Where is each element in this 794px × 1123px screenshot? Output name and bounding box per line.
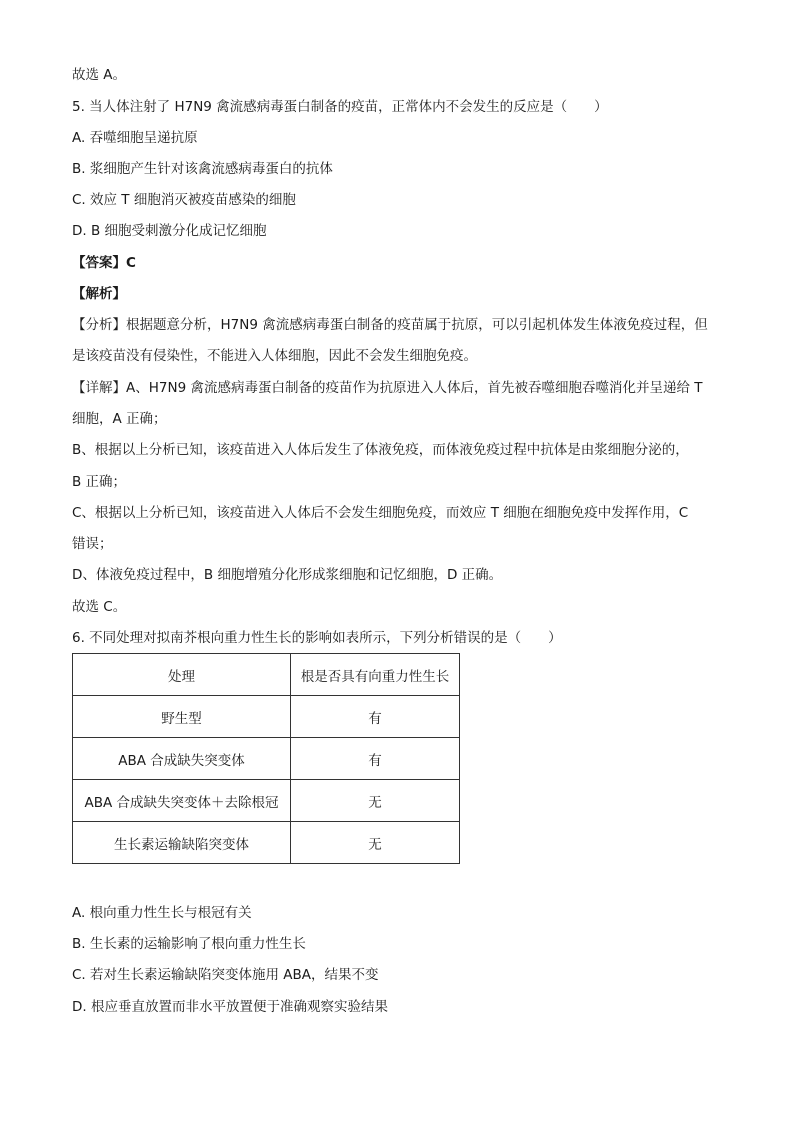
table-cell: ABA 合成缺失突变体 bbox=[73, 738, 291, 780]
table-cell: 有 bbox=[291, 738, 460, 780]
text-line: 故选 A。 bbox=[72, 67, 127, 83]
table-cell: 无 bbox=[291, 822, 460, 864]
text-line: 【解析】 bbox=[72, 286, 126, 302]
table-header-cell: 处理 bbox=[73, 654, 291, 696]
text-line: C、根据以上分析已知，该疫苗进入人体后不会发生细胞免疫，而效应 T 细胞在细胞免疫中发挥作用，C bbox=[72, 505, 689, 521]
text-line: B. 浆细胞产生针对该禽流感病毒蛋白的抗体 bbox=[72, 161, 333, 177]
text-line: D. 根应垂直放置而非水平放置便于准确观察实验结果 bbox=[72, 999, 388, 1015]
text-line: 故选 C。 bbox=[72, 599, 127, 615]
table-cell: ABA 合成缺失突变体＋去除根冠 bbox=[73, 780, 291, 822]
text-line: D. B 细胞受刺激分化成记忆细胞 bbox=[72, 223, 267, 239]
table-cell: 有 bbox=[291, 696, 460, 738]
table-row bbox=[73, 696, 460, 738]
text-line: B. 生长素的运输影响了根向重力性生长 bbox=[72, 936, 306, 952]
text-line: 5. 当人体注射了 H7N9 禽流感病毒蛋白制备的疫苗，正常体内不会发生的反应是（ ） bbox=[72, 99, 608, 115]
text-line: B、根据以上分析已知，该疫苗进入人体后发生了体液免疫，而体液免疫过程中抗体是由浆细胞分泌的， bbox=[72, 442, 689, 458]
text-line: 是该疫苗没有侵染性，不能进入人体细胞，因此不会发生细胞免疫。 bbox=[72, 348, 477, 364]
table-row bbox=[73, 780, 460, 822]
text-line: C. 效应 T 细胞消灭被疫苗感染的细胞 bbox=[72, 192, 296, 208]
text-line: C. 若对生长素运输缺陷突变体施用 ABA，结果不变 bbox=[72, 967, 379, 983]
text-line: A. 根向重力性生长与根冠有关 bbox=[72, 905, 252, 921]
table-header-cell: 根是否具有向重力性生长 bbox=[291, 654, 460, 696]
text-line: A. 吞噬细胞呈递抗原 bbox=[72, 130, 198, 146]
text-line: D、体液免疫过程中，B 细胞增殖分化形成浆细胞和记忆细胞，D 正确。 bbox=[72, 567, 503, 583]
text-line: 错误； bbox=[72, 536, 113, 552]
table-header-row bbox=[73, 654, 460, 696]
text-line: 【详解】A、H7N9 禽流感病毒蛋白制备的疫苗作为抗原进入人体后，首先被吞噬细胞吞噬消化并呈递给 T bbox=[72, 380, 703, 396]
table-cell: 生长素运输缺陷突变体 bbox=[73, 822, 291, 864]
table-cell: 野生型 bbox=[73, 696, 291, 738]
question-6-table bbox=[72, 653, 460, 864]
text-line: B 正确； bbox=[72, 474, 127, 490]
text-line: 【答案】C bbox=[72, 255, 136, 271]
text-line: 【分析】根据题意分析，H7N9 禽流感病毒蛋白制备的疫苗属于抗原，可以引起机体发生体液免疫过程，但 bbox=[72, 317, 708, 333]
table-cell: 无 bbox=[291, 780, 460, 822]
text-line: 6. 不同处理对拟南芥根向重力性生长的影响如表所示，下列分析错误的是（ ） bbox=[72, 630, 562, 646]
table-row bbox=[73, 738, 460, 780]
text-line: 细胞，A 正确； bbox=[72, 411, 167, 427]
table-row bbox=[73, 822, 460, 864]
